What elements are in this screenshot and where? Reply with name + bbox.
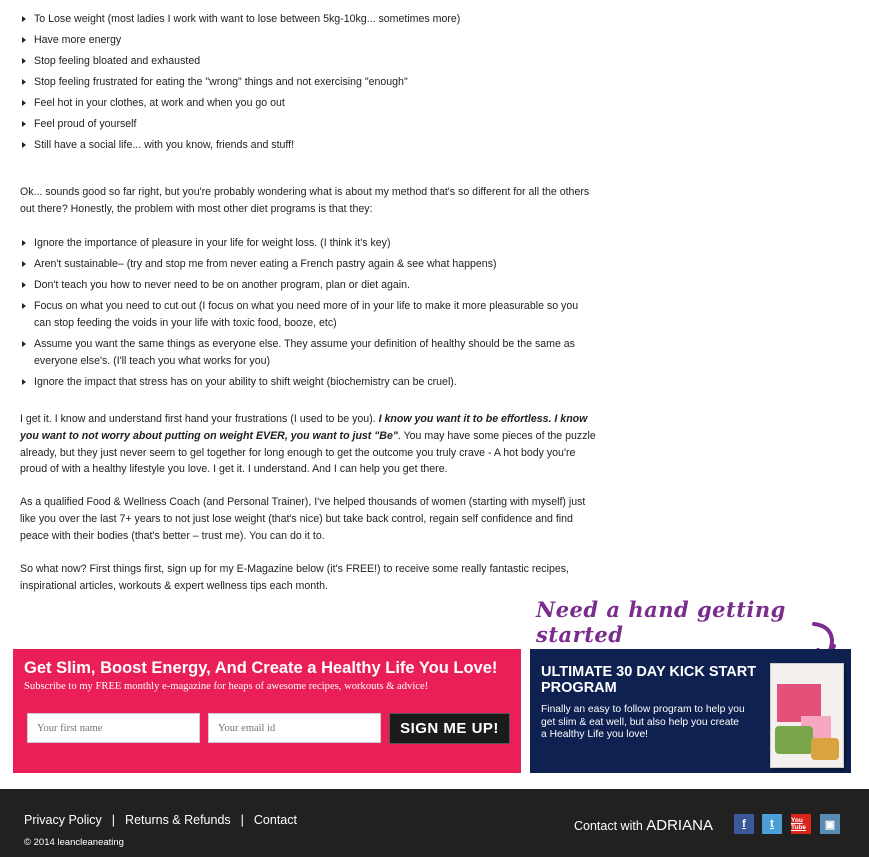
list-item: Assume you want the same things as everyone else. They assume your definition of healthy should be the same as everyone else's. (I'll teach you what works for you) (20, 336, 580, 370)
list-item: Ignore the impact that stress has on your ability to shift weight (biochemistry can be cruel). (20, 374, 580, 391)
list-item: Stop feeling bloated and exhausted (20, 53, 580, 74)
list-item: Aren't sustainable– (try and stop me from never eating a French pastry again & see what happens) (20, 256, 580, 273)
contact-label (574, 817, 713, 834)
emphasis-text: I know you want it to be effortless. I know you want to not worry about putting on weight EVER, you want to just "Be" (20, 413, 588, 442)
book-food-photo (811, 738, 839, 760)
paragraph-text: . You may have some pieces of the puzzle already, but they just never seem to gel together for long enough to get the outcome you truly crave - A hot body you're proud of with a healthy lifestyle you love. I get it. I understand. And I can help you get there. (20, 429, 596, 476)
list-item: Still have a social life... with you know, friends and stuff! (20, 137, 580, 158)
returns-refunds-link[interactable]: Returns & Refunds (125, 813, 231, 827)
email-input[interactable] (208, 713, 381, 743)
twitter-icon[interactable]: t (762, 814, 782, 834)
list-item: Focus on what you need to cut out (I focus on what you need more of in your life to make it more pleasurable so you can stop feeding the voids in your life with toxic food, booze, etc) (20, 298, 580, 332)
list-item: Feel proud of yourself (20, 116, 580, 137)
problems-list (20, 235, 580, 395)
list-item: Have more energy (20, 32, 580, 53)
program-title: ULTIMATE 30 DAY KICK START PROGRAM (541, 664, 757, 696)
list-item: Feel hot in your clothes, at work and when you go out (20, 95, 580, 116)
intro-paragraph: Ok... sounds good so far right, but you're probably wondering what is about my method that's so different for all the others out there? Honestly, the problem with most other diet programs is that they: (20, 186, 590, 215)
list-item: Stop feeling frustrated for eating the "wrong" things and not exercising "enough" (20, 74, 580, 95)
sign-me-up-button[interactable]: SIGN ME UP! (389, 713, 510, 744)
youtube-icon[interactable]: You Tube (791, 814, 811, 834)
copyright: © 2014 leancleaneating (24, 837, 124, 848)
signup-subtitle: Subscribe to my FREE monthly e-magazine for heaps of awesome recipes, workouts & advice! (24, 681, 429, 692)
privacy-policy-link[interactable]: Privacy Policy (24, 813, 102, 827)
contact-prefix: Contact with (574, 819, 647, 833)
list-item: To Lose weight (most ladies I work with want to lose between 5kg-10kg... sometimes more) (20, 11, 580, 32)
handwritten-heading: Need a hand getting started (536, 597, 786, 647)
site-footer (0, 789, 869, 857)
signup-title: Get Slim, Boost Energy, And Create a Healthy Life You Love! (24, 659, 498, 677)
first-name-input[interactable] (27, 713, 200, 743)
list-item: Ignore the importance of pleasure in your life for weight loss. (I think it's key) (20, 235, 580, 252)
facebook-icon[interactable]: f (734, 814, 754, 834)
list-item: Don't teach you how to never need to be on another program, plan or diet again. (20, 277, 580, 294)
instagram-icon[interactable]: ▣ (820, 814, 840, 834)
kickstart-program-panel[interactable] (530, 649, 851, 773)
paragraph-text: I get it. I know and understand first hand your frustrations (I used to be you). (20, 413, 379, 425)
understanding-paragraph (20, 411, 602, 478)
program-description: Finally an easy to follow program to help you get slim & eat well, but also help you create a Healthy Life you love! (541, 704, 745, 740)
coach-paragraph: As a qualified Food & Wellness Coach (and Personal Trainer), I've helped thousands of women (starting with myself) just like you over the last 7+ years to not just lose weight (that's nice) but take back control, regain self confidence and find peace with their bodies (that's better – trust me). You can do it to. (20, 496, 586, 542)
newsletter-signup-panel (13, 649, 521, 773)
separator: | (240, 813, 244, 827)
contact-link[interactable]: Contact (253, 813, 297, 827)
contact-name: ADRIANA (646, 817, 713, 834)
book-food-photo (775, 726, 813, 754)
signup-cta-paragraph: So what now? First things first, sign up for my E-Magazine below (it's FREE!) to receive some really fantastic recipes, inspirational articles, workouts & expert wellness tips each month. (20, 563, 569, 592)
benefits-list (20, 11, 580, 158)
separator: | (111, 813, 116, 827)
footer-links (24, 813, 297, 827)
program-book-image[interactable] (770, 663, 844, 768)
